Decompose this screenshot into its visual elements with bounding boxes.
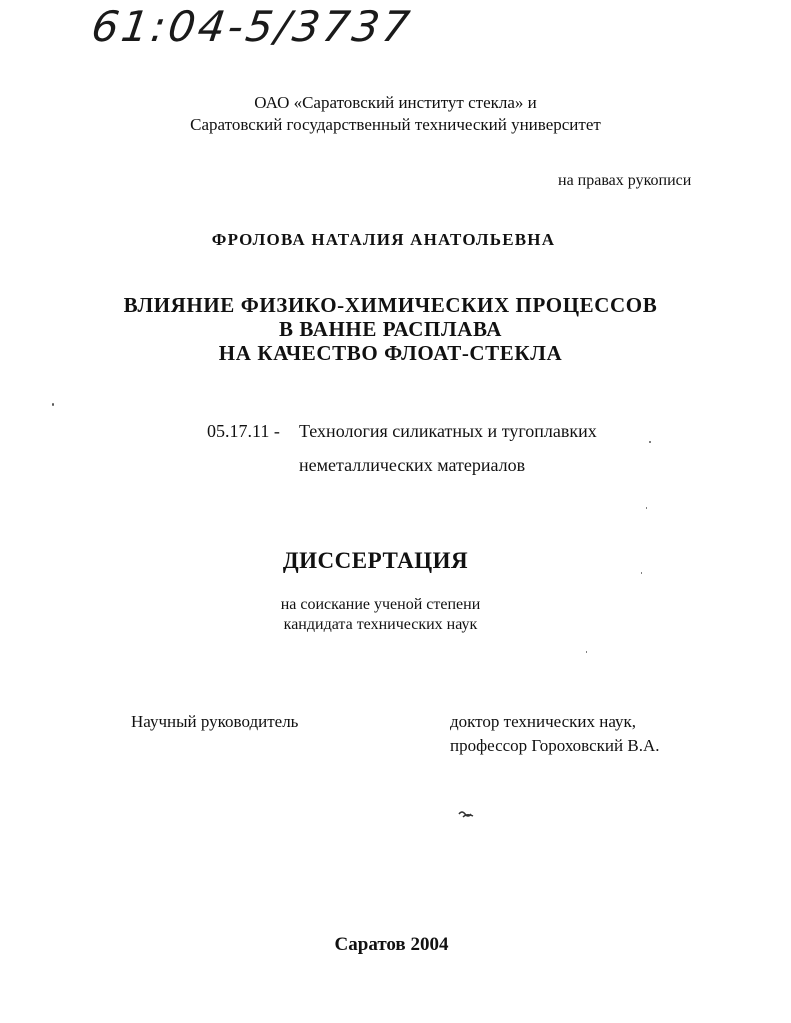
scan-speck [586, 651, 587, 653]
supervisor-title: доктор технических наук, [450, 712, 637, 731]
scan-speck [646, 507, 647, 509]
specialty-code: 05.17.11 - [207, 421, 280, 441]
organization-line-2: Саратовский государственный технический университет [190, 115, 601, 134]
organization-line-1: ОАО «Саратовский институт стекла» и [254, 93, 537, 112]
title-line-3: НА КАЧЕСТВО ФЛОАТ-СТЕКЛА [218, 341, 563, 365]
scan-speck [649, 441, 651, 443]
degree-line-2: кандидата технических наук [283, 616, 478, 633]
document-type-heading: ДИССЕРТАЦИЯ [282, 548, 469, 573]
specialty-name-line-2: неметаллических материалов [299, 455, 526, 475]
title-line-1: ВЛИЯНИЕ ФИЗИКО-ХИМИЧЕСКИХ ПРОЦЕССОВ [123, 293, 658, 317]
scan-speck [52, 403, 54, 406]
supervisor-name: профессор Гороховский В.А. [450, 736, 660, 755]
manuscript-rights-note: на правах рукописи [558, 172, 692, 189]
specialty-name-line-1: Технология силикатных и тугоплавких [299, 421, 597, 441]
degree-line-1: на соискание ученой степени [280, 596, 481, 613]
author-name: ФРОЛОВА НАТАЛИЯ АНАТОЛЬЕВНА [211, 230, 556, 249]
scan-speck [641, 572, 642, 574]
title-line-2: В ВАННЕ РАСПЛАВА [278, 317, 503, 341]
scan-smudge-icon [458, 808, 476, 820]
supervisor-label: Научный руководитель [131, 712, 299, 731]
archive-number-handwritten: 61:04-5/3737 [88, 2, 416, 51]
city-year: Саратов 2004 [334, 934, 449, 955]
